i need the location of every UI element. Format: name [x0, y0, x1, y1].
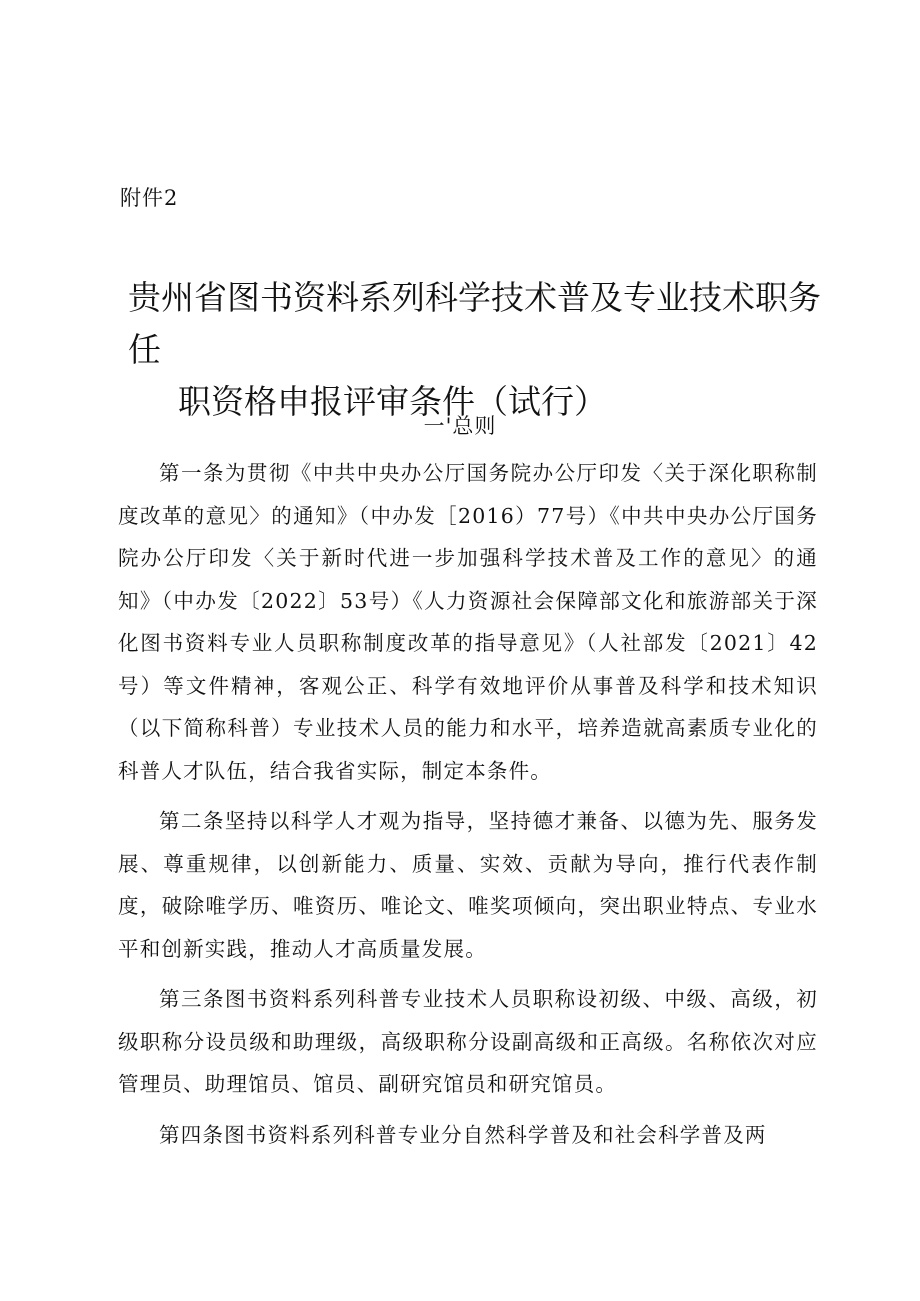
document-body — [118, 452, 818, 1164]
section-heading: 一'总则 — [423, 414, 497, 438]
article-3: 第三条图书资料系列科普专业技术人员职称设初级、中级、高级，初级职称分设员级和助理级，高级职称分设副高级和正高级。名称依次对应管理员、助理馆员、馆员、副研究馆员和研究馆员。 — [118, 987, 818, 1096]
title-line-2: 职资格申报评审条件（试行） — [178, 382, 607, 421]
document-title — [128, 272, 828, 428]
article-4: 第四条图书资料系列科普专业分自然科学普及和社会科学普及两 — [159, 1122, 767, 1147]
title-line-1: 贵州省图书资料系列科学技术普及专业技术职务任 — [128, 278, 821, 369]
attachment-label: 附件2 — [120, 186, 179, 210]
article-2: 第二条坚持以科学人才观为指导，坚持德才兼备、以德为先、服务发展、尊重规律，以创新能力、质量、实效、贡献为导向，推行代表作制度，破除唯学历、唯资历、唯论文、唯奖项倾向，突出职业特点、专业水平和创新实践，推动人才高质量发展。 — [118, 809, 818, 961]
article-1: 第一条为贯彻《中共中央办公厅国务院办公厅印发〈关于深化职称制度改革的意见〉的通知》（中办发［2016）77号）《中共中央办公厅国务院办公厅印发〈关于新时代进一步加强科学技术普及工作的意见〉的通知》（中办发〔2022〕53号）《人力资源社会保障部文化和旅游部关于深化图书资料专业人员职称制度改革的指导意见》（人社部发〔2021〕42号）等文件精神，客观公正、科学有效地评价从事普及科学和技术知识（以下简称科普）专业技术人员的能力和水平，培养造就高素质专业化的科普人才队伍，结合我省实际，制定本条件。 — [118, 461, 818, 783]
